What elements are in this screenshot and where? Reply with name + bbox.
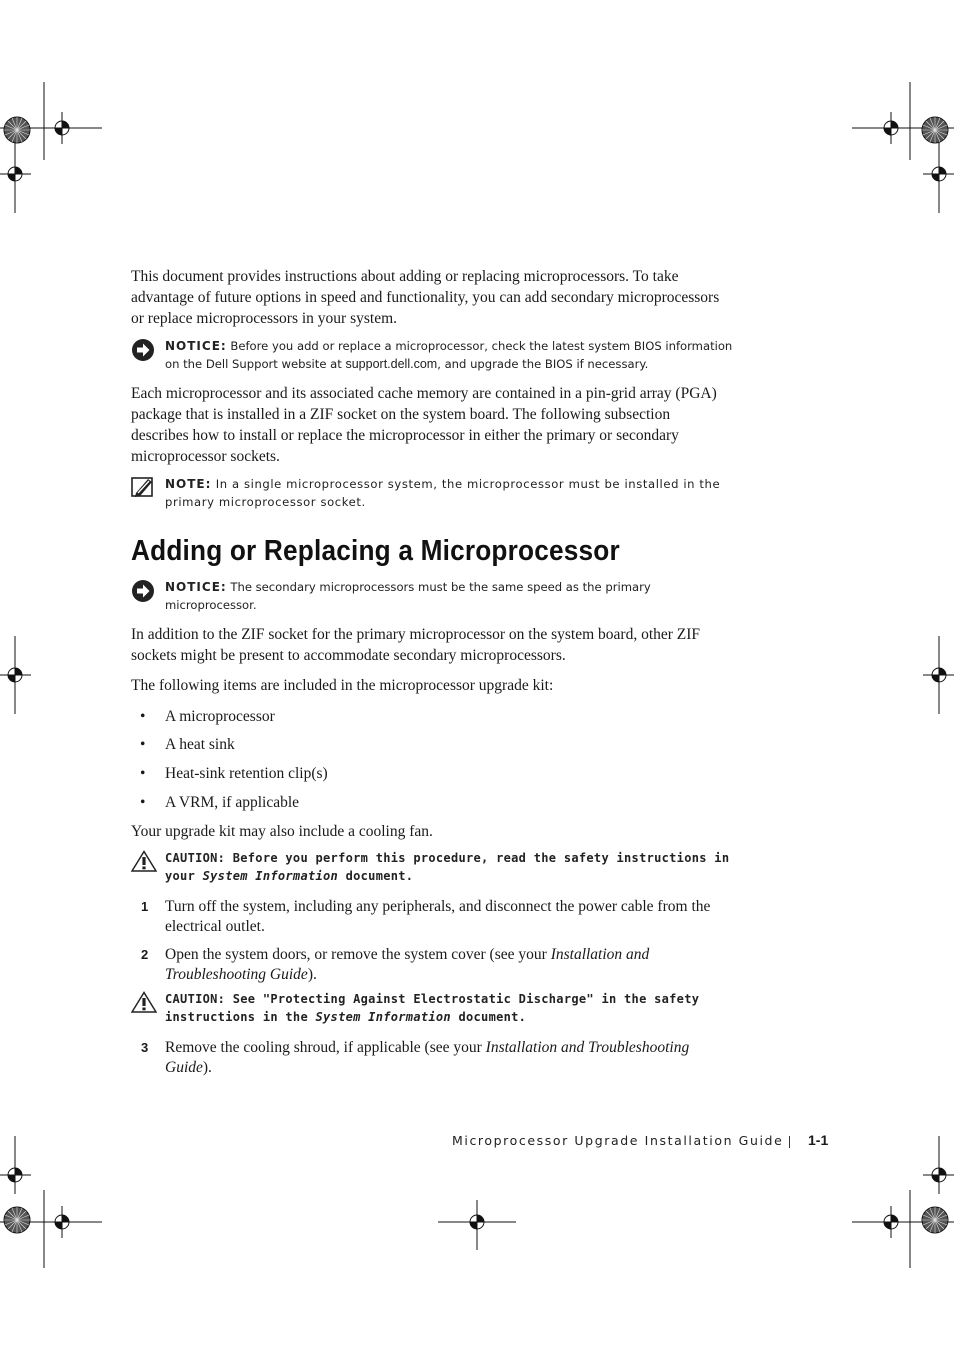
caution-label: CAUTION:: [165, 851, 226, 865]
kit-intro-paragraph: The following items are included in the microprocessor upgrade kit:: [131, 677, 554, 694]
pga-paragraph: Each microprocessor and its associated cache memory are contained in a pin-grid array (PGA) package that is installed in a ZIF socket on the system board. The following subsection describes how to install or replace the microprocessor in either the primary or secondary microprocessor sockets.: [131, 385, 717, 465]
intro-paragraph: This document provides instructions about adding or replacing microprocessors. To take advantage of future options in speed and functionality, you can add secondary microprocessors or replace microprocessors in your system.: [131, 268, 720, 327]
footer-title: Microprocessor Upgrade Installation Guide: [452, 1133, 784, 1148]
notice-label: NOTICE:: [165, 580, 227, 594]
note-label: NOTE:: [165, 477, 212, 491]
notice-label: NOTICE:: [165, 339, 227, 353]
zif-paragraph: In addition to the ZIF socket for the primary microprocessor on the system board, other ZIF sockets might be present to accommodate secondary microprocessors.: [131, 626, 701, 664]
support-link[interactable]: support.dell.com: [345, 356, 438, 371]
notice-text-end: , and upgrade the BIOS if necessary.: [437, 356, 649, 371]
caution-text: See "Protecting Against Electrostatic Discharge" in the safety instructions in the: [165, 992, 700, 1024]
section-heading: Adding or Replacing a Microprocessor: [131, 535, 620, 567]
note-text: In a single microprocessor system, the microprocessor must be installed in the primary microprocessor socket.: [165, 477, 721, 509]
caution-text-end: document.: [338, 868, 414, 883]
page-number: 1-1: [808, 1132, 829, 1148]
caution-doc-title: System Information: [315, 1009, 451, 1024]
caution-text: Before you perform this procedure, read the safety instructions in your: [165, 851, 730, 883]
caution-label: CAUTION:: [165, 992, 226, 1006]
notice-text: Before you add or replace a microprocessor, check the latest system BIOS information on the Dell Support website at: [165, 339, 733, 371]
caution-text-end: document.: [450, 1009, 527, 1024]
notice-text: The secondary microprocessors must be the same speed as the primary microprocessor.: [165, 580, 651, 612]
cooling-fan-paragraph: Your upgrade kit may also include a cooling fan.: [131, 823, 433, 840]
caution-doc-title: System Information: [202, 868, 339, 883]
